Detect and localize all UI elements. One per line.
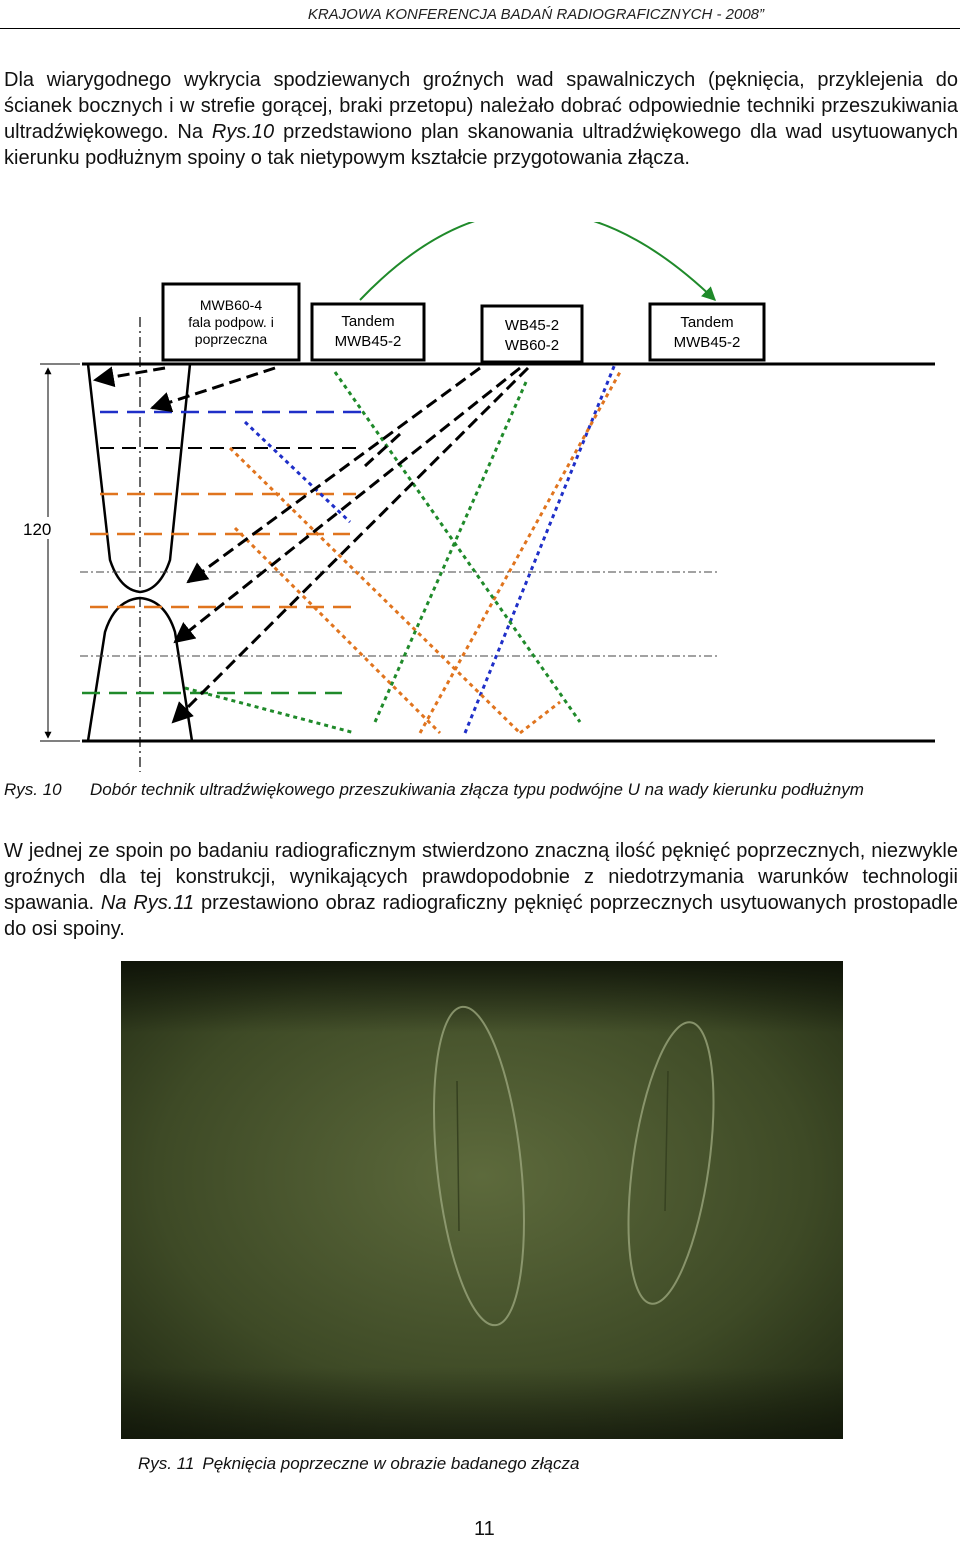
weld-groove-upper [88,364,190,592]
probe-box-tandem-2-line1: Tandem [680,314,734,331]
figure-11-caption [138,1454,579,1474]
figure-11-caption-text: Pęknięcia poprzeczne w obrazie badanego złącza [202,1454,580,1473]
probe-box-wb45-line2: WB60-2 [504,337,560,354]
figure-10-caption-number: Rys. 10 [4,780,62,799]
probe-box-tandem-2 [650,304,764,360]
beam-arrow-2 [152,368,275,408]
page-number: 11 [474,1518,495,1540]
paragraph-2-text-b: przestawiono obraz radiograficzny pęknięć poprzecznych usytuowanych prostopadle do osi spoiny. [4,892,958,940]
probe-box-wb45-line1: WB45-2 [504,317,560,334]
figure-10-scan-diagram [0,222,960,782]
figure-11-caption-number: Rys. 11 [138,1454,195,1473]
running-header: KRAJOWA KONFERENCJA BADAŃ RADIOGRAFICZNYCH - 2008” [307,6,764,23]
beam-arrow-4 [175,368,520,642]
paragraph-1 [4,67,958,171]
beam-arrow-1 [95,368,165,380]
beam-path-green-2 [375,382,526,722]
radiograph-vignette [121,961,843,1439]
beam-path-blue-2 [245,422,350,522]
probe-box-mwb60-line1: MWB60-4 [199,297,263,313]
figure-10-caption [4,780,958,800]
header-rule [0,28,960,29]
beam-path-green-1 [335,372,580,722]
probe-box-mwb60-line2: fala podpow. i [188,314,274,330]
tandem-connection-arc [360,222,715,300]
figure-11-radiograph [121,961,843,1439]
probe-box-tandem-1-line1: Tandem [341,313,395,330]
figure-10-caption-text: Dobór technik ultradźwiękowego przeszukiwania złącza typu podwójne U na wady kierunku podłużnym [90,780,864,799]
beam-path-orange-2 [520,702,560,733]
beam-arrow-5 [173,368,528,722]
dimension-label: 120 [23,520,52,539]
paragraph-1-text-a: Dla wiarygodnego wykrycia spodziewanych groźnych wad spawalniczych (pęknięcia, przyklejenia do ścianek bocznych i w strefie gorącej, braki przetopu) należało dobrać odpowiednie techniki przeszukiwania ultradźwiękowego. Na [4,69,958,143]
paragraph-2-text-a: W jednej ze spoin po badaniu radiograficznym stwierdzono znaczną ilość pęknięć poprzecznych, niezwykle groźnych dla tej konstrukcji, wynikających prawdopodobnie z niedotrzymania warunków technologii spawania. [4,840,958,914]
paragraph-1-text-b: przedstawiono plan skanowania ultradźwiękowego dla wad usytuowanych kierunku podłużnym spoiny o tak nietypowym kształcie przygotowania złącza. [4,121,959,169]
beam-path-blue [465,364,615,733]
probe-box-tandem-2-line2: MWB45-2 [673,334,741,351]
beam-path-orange-1 [230,448,520,733]
probe-box-mwb60-line3: poprzeczna [194,331,268,347]
paragraph-1-figure-ref: Rys.10 [211,121,275,143]
probe-box-tandem-1-line2: MWB45-2 [334,333,402,350]
paragraph-2 [4,838,958,942]
beam-path-green-3 [185,688,355,733]
paragraph-2-figure-ref: Na Rys.11 [100,892,195,914]
